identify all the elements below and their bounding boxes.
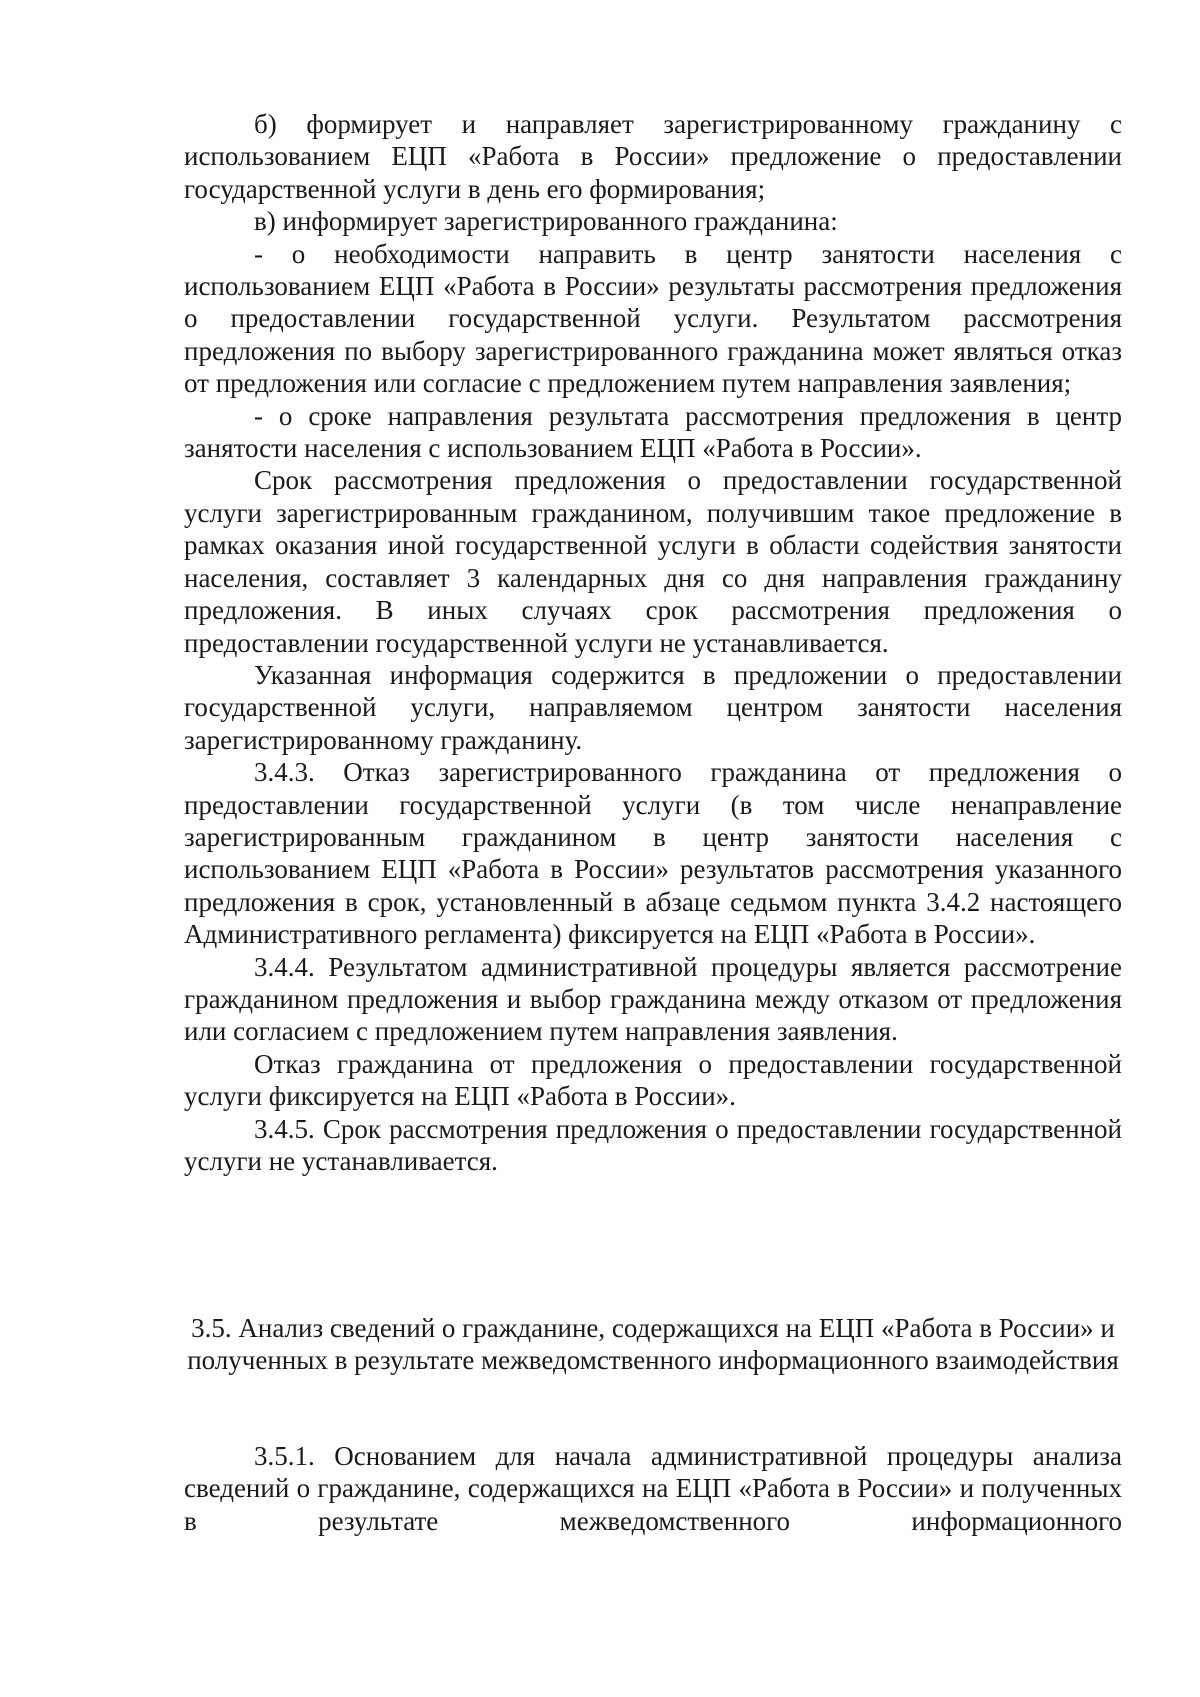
paragraph-3-4-3: 3.4.3. Отказ зарегистрированного гражданина от предложения о предоставлении государственной услуги (в том числе ненаправление зарегистрированным гражданином в центр занятости населения с использованием ЕЦП «Работа в России» результатов рассмотрения указанного предложения в срок, установленный в абзаце седьмом пункта 3.4.2 настоящего Административного регламента) фиксируется на ЕЦП «Работа в России». (184, 757, 1122, 950)
section-body (184, 1440, 1122, 1537)
document-body (184, 108, 1122, 1177)
paragraph-review-term: Срок рассмотрения предложения о предоставлении государственной услуги зарегистрированным гражданином, получившим такое предложение в рамках оказания иной государственной услуги в области содействия занятости населения, составляет 3 календарных дня со дня направления гражданину предложения. В иных случаях срок рассмотрения предложения о предоставлении государственной услуги не устанавливается. (184, 465, 1122, 658)
paragraph-information: Указанная информация содержится в предложении о предоставлении государственной услуги, направляемом центром занятости населения зарегистрированному гражданину. (184, 659, 1122, 755)
paragraph-dash-2: - о сроке направления результата рассмотрения предложения в центр занятости населения с использованием ЕЦП «Работа в России». (184, 400, 1122, 464)
paragraph-refusal: Отказ гражданина от предложения о предоставлении государственной услуги фиксируется на ЕЦП «Работа в России». (184, 1048, 1122, 1112)
section-heading-3-5: 3.5. Анализ сведений о гражданине, содержащихся на ЕЦП «Работа в России» и полученных в результате межведомственного информационного взаимодействия (187, 1313, 1119, 1376)
paragraph-3-4-5: 3.4.5. Срок рассмотрения предложения о предоставлении государственной услуги не устанавливается. (184, 1113, 1122, 1176)
paragraph-v: в) информирует зарегистрированного гражданина: (254, 206, 838, 237)
paragraph-dash-1: - о необходимости направить в центр занятости населения с использованием ЕЦП «Работа в России» результаты рассмотрения предложения о предоставлении государственной услуги. Результатом рассмотрения предложения по выбору зарегистрированного гражданина может являться отказ от предложения или согласие с предложением путем направления заявления; (184, 238, 1122, 399)
paragraph-b: б) формирует и направляет зарегистрированному гражданину с использованием ЕЦП «Работа в России» предложение о предоставлении государственной услуги в день его формирования; (184, 109, 1122, 204)
paragraph-3-4-4: 3.4.4. Результатом административной процедуры является рассмотрение гражданином предложения и выбор гражданина между отказом от предложения или согласием с предложением путем направления заявления. (184, 951, 1122, 1047)
paragraph-3-5-1: 3.5.1. Основанием для начала административной процедуры анализа сведений о гражданине, содержащихся на ЕЦП «Работа в России» и полученных в результате межведомственного информационного (184, 1441, 1122, 1536)
